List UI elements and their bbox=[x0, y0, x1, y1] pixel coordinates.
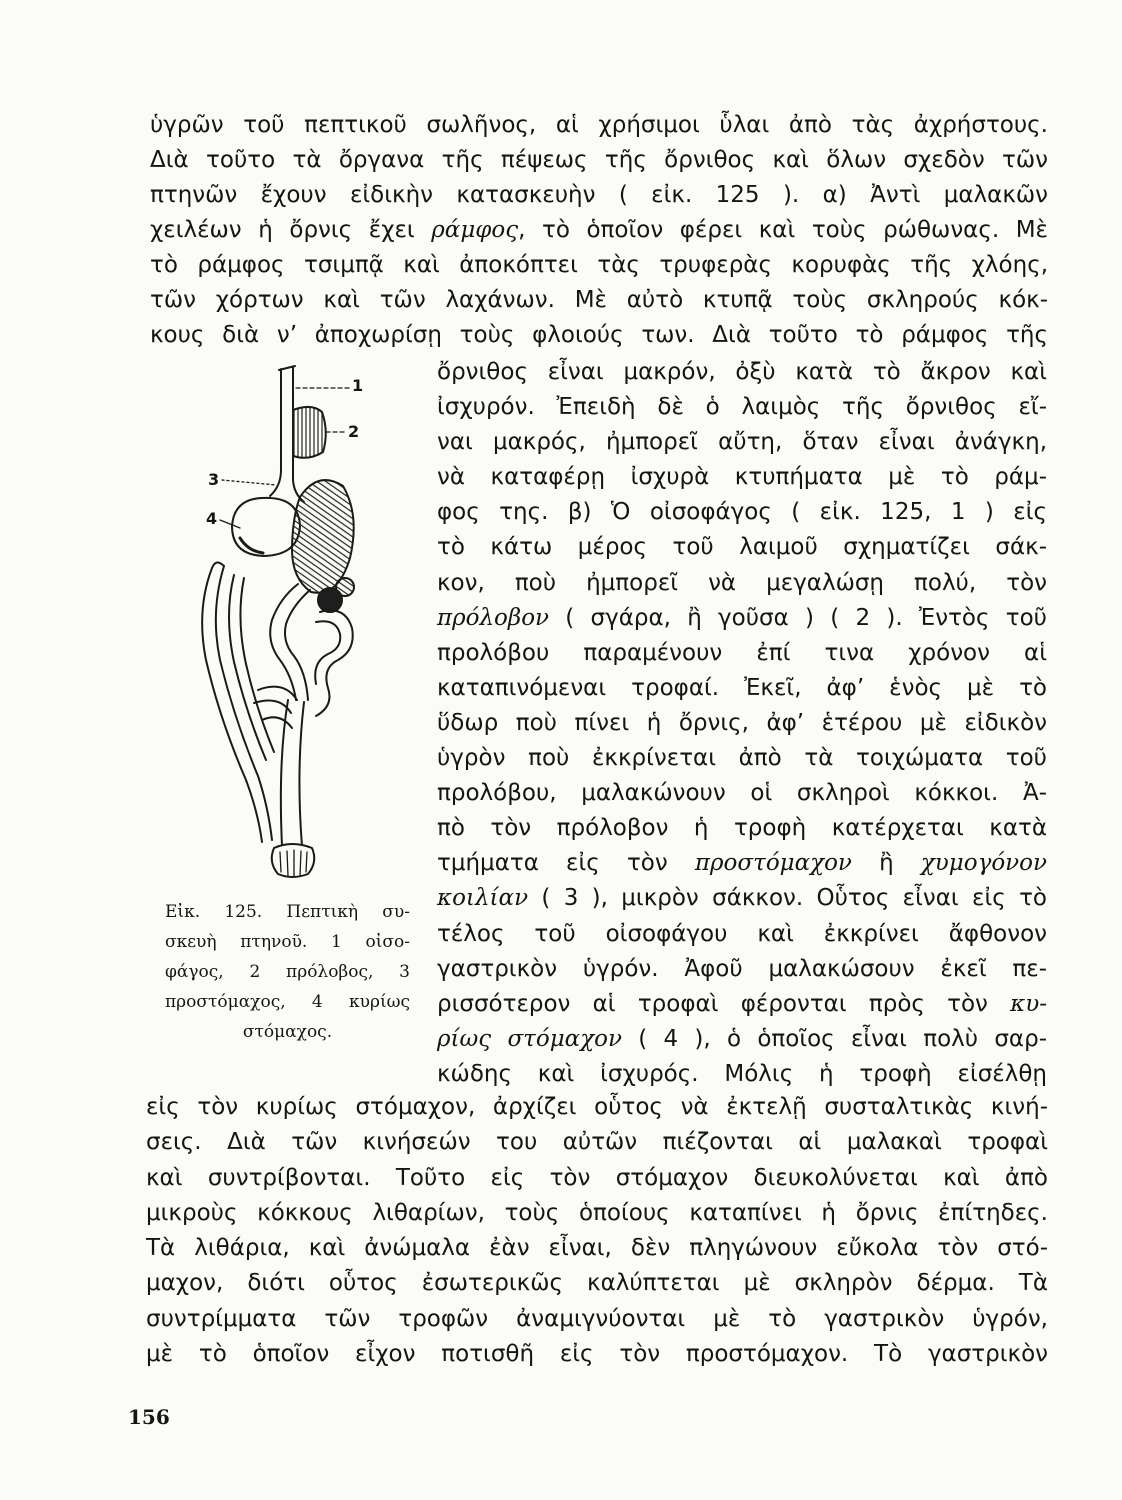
text-line bbox=[437, 355, 1047, 390]
text-line bbox=[146, 1161, 1048, 1196]
text-line bbox=[437, 917, 1047, 952]
text-line bbox=[437, 390, 1047, 425]
label-1: 1 bbox=[352, 376, 364, 395]
text-line bbox=[437, 706, 1047, 741]
text-line bbox=[437, 846, 1047, 881]
line-content: ὑγρῶν τοῦ πεπτικοῦ σωλῆνος, αἱ χρήσιμοι ὗλαι ἀπὸ τὰς ἀχρήστους. bbox=[150, 112, 1048, 138]
line-content: Διὰ τοῦτο τὰ ὄργανα τῆς πέψεως τῆς ὄρνιθος καὶ ὅλων σχεδὸν τῶν bbox=[150, 147, 1048, 173]
text-line bbox=[437, 1022, 1047, 1057]
text-line bbox=[146, 1090, 1048, 1125]
text-segment: , τὸ ὁποῖον φέρει καὶ τοὺς ρώθωνας. Μὲ bbox=[518, 217, 1048, 243]
line-content: φος της. β) Ὁ οἰσοφάγος ( εἰκ. 125, 1 ) εἰς bbox=[437, 499, 1047, 526]
text-line bbox=[437, 530, 1047, 565]
line-content: ἰσχυρόν. Ἐπειδὴ δὲ ὁ λαιμὸς τῆς ὄρνιθος εἴ- bbox=[437, 394, 1047, 421]
text-line bbox=[437, 601, 1047, 636]
line-content bbox=[437, 1022, 1047, 1057]
text-line bbox=[150, 318, 1048, 353]
line-content bbox=[437, 881, 1047, 916]
intestine bbox=[270, 584, 310, 700]
text-line bbox=[146, 1125, 1048, 1160]
line-content: κους διὰ ν’ ἀποχωρίσῃ τοὺς φλοιούς των. Διὰ τοῦτο τὸ ράμφος τῆς bbox=[150, 322, 1048, 348]
line-content: μὲ τὸ ὁποῖον εἶχον ποτισθῆ εἰς τὸν προστόμαχον. Τὸ γαστρικὸν bbox=[146, 1341, 1048, 1368]
body-text-side bbox=[437, 355, 1047, 1092]
line-content: προλόβου, μαλακώνουν οἱ σκληροὶ κόκκοι. Ἀ- bbox=[437, 780, 1047, 807]
text-line bbox=[150, 283, 1048, 318]
ceca bbox=[202, 562, 272, 842]
cloaca bbox=[272, 844, 315, 877]
leader-line-3 bbox=[222, 480, 276, 485]
line-content: ὄρνιθος εἶναι μακρόν, ὀξὺ κατὰ τὸ ἄκρον καὶ bbox=[437, 359, 1047, 385]
ceca-inner bbox=[229, 575, 274, 760]
text-segment: χειλέων ἡ ὄρνις ἔχει bbox=[150, 217, 432, 243]
caption-text: φάγος, 2 πρόλοβος, 3 bbox=[165, 962, 410, 982]
caption-text: προστόμαχος, 4 κυρίως bbox=[165, 992, 410, 1012]
italic-term: πρόλοβον bbox=[437, 604, 550, 631]
text-line bbox=[150, 143, 1048, 178]
text-segment: ρισσότερον αἱ τροφαὶ φέρονται πρὸς τὸν bbox=[437, 990, 1011, 1017]
line-content bbox=[150, 213, 1048, 248]
body-text-top bbox=[150, 108, 1048, 353]
caption-line bbox=[165, 897, 410, 927]
italic-term: κυ- bbox=[1010, 990, 1047, 1017]
line-content: Τὰ λιθάρια, καὶ ἀνώμαλα ἐὰν εἶναι, δὲν πληγώνουν εὔκολα τὸν στό- bbox=[146, 1235, 1048, 1262]
text-segment: τμήματα εἰς τὸν bbox=[437, 850, 695, 877]
line-content: γαστρικὸν ὑγρόν. Ἀφοῦ μαλακώσουν ἐκεῖ πε- bbox=[437, 955, 1047, 982]
intestine-crossing bbox=[254, 687, 297, 728]
text-line bbox=[437, 636, 1047, 671]
text-segment: ( 3 ), μικρὸν σάκκον. Οὗτος εἶναι εἰς τὸ bbox=[528, 885, 1047, 912]
caption-line bbox=[165, 927, 410, 957]
line-content: καὶ συντρίβονται. Τοῦτο εἰς τὸν στόμαχον διευκολύνεται καὶ ἀπὸ bbox=[146, 1164, 1048, 1191]
line-content: ὕδωρ ποὺ πίνει ἡ ὄρνις, ἀφ’ ἑτέρου μὲ εἰδικὸν bbox=[437, 709, 1047, 736]
text-line bbox=[146, 1266, 1048, 1301]
caption-line bbox=[165, 1017, 410, 1047]
gland-bulb bbox=[336, 578, 354, 596]
text-line bbox=[437, 566, 1047, 601]
text-line bbox=[437, 987, 1047, 1022]
line-content: μαχον, διότι οὗτος ἐσωτερικῶς καλύπτεται μὲ σκληρὸν δέρμα. Τὰ bbox=[146, 1270, 1048, 1297]
digestive-system-illustration bbox=[180, 355, 420, 895]
text-line bbox=[146, 1196, 1048, 1231]
text-line bbox=[150, 248, 1048, 283]
line-content: τὸ ράμφος τσιμπᾷ καὶ ἀποκόπτει τὰς τρυφερὰς κορυφὰς τῆς χλόης, bbox=[150, 252, 1048, 278]
line-content bbox=[437, 987, 1047, 1022]
text-segment: ἢ bbox=[851, 850, 921, 877]
line-content: τῶν χόρτων καὶ τῶν λαχάνων. Μὲ αὐτὸ κτυπᾷ τοὺς σκληρούς κόκ- bbox=[150, 287, 1048, 313]
line-content: ναι μακρός, ἠμπορεῖ αὔτη, ὅταν εἶναι ἀνάγκη, bbox=[437, 429, 1047, 456]
page-number: 156 bbox=[128, 1405, 170, 1429]
text-line bbox=[437, 1057, 1047, 1092]
body-text-bottom bbox=[146, 1090, 1048, 1372]
label-2: 2 bbox=[348, 422, 360, 441]
figure-caption bbox=[165, 897, 410, 1047]
liver-lobe bbox=[292, 480, 354, 593]
caption-text: Εἰκ. 125. Πεπτικὴ συ- bbox=[165, 902, 410, 922]
text-segment: ( 4 ), ὁ ὁποῖος εἶναι πολὺ σαρ- bbox=[621, 1025, 1047, 1052]
line-content: σεις. Διὰ τῶν κινήσεών του αὐτῶν πιέζονται αἱ μαλακαὶ τροφαὶ bbox=[146, 1129, 1048, 1156]
line-content: εἰς τὸν κυρίως στόμαχον, ἀρχίζει οὗτος νὰ ἐκτελῇ συσταλτικὰς κινή- bbox=[146, 1094, 1048, 1120]
caption-line bbox=[165, 987, 410, 1017]
text-line bbox=[150, 108, 1048, 143]
text-line bbox=[437, 671, 1047, 706]
text-line bbox=[437, 460, 1047, 495]
intestine-loops bbox=[315, 610, 353, 716]
line-content bbox=[437, 601, 1047, 636]
text-line bbox=[150, 178, 1048, 213]
text-line bbox=[437, 425, 1047, 460]
line-content: νὰ καταφέρῃ ἰσχυρὰ κτυπήματα μὲ τὸ ράμ- bbox=[437, 464, 1047, 491]
italic-term: κοιλίαν bbox=[437, 885, 529, 912]
text-line bbox=[437, 776, 1047, 811]
caption-text: στόμαχος. bbox=[242, 1022, 333, 1042]
italic-term: χυμογόνον bbox=[920, 850, 1047, 877]
line-content: κον, ποὺ ἠμπορεῖ νὰ μεγαλώσῃ πολύ, τὸν bbox=[437, 569, 1047, 596]
text-line bbox=[437, 952, 1047, 987]
text-line bbox=[437, 811, 1047, 846]
label-4: 4 bbox=[206, 509, 218, 528]
italic-term: ρίως στόμαχον bbox=[437, 1025, 622, 1052]
line-content: συντρίμματα τῶν τροφῶν ἀναμιγνύονται μὲ τὸ γαστρικὸν ὑγρόν, bbox=[146, 1305, 1048, 1332]
crop bbox=[293, 407, 326, 458]
rectum bbox=[281, 700, 304, 846]
text-line bbox=[437, 495, 1047, 530]
line-content: πτηνῶν ἔχουν εἰδικὴν κατασκευὴν ( εἰκ. 125 ). α) Ἀντὶ μαλακῶν bbox=[150, 182, 1048, 208]
line-content: πὸ τὸν πρόλοβον ἡ τροφὴ κατέρχεται κατὰ bbox=[437, 815, 1047, 842]
text-line bbox=[437, 881, 1047, 916]
line-content: τὸ κάτω μέρος τοῦ λαιμοῦ σχηματίζει σάκ- bbox=[437, 534, 1047, 561]
italic-term: ράμφος bbox=[431, 217, 519, 243]
line-content bbox=[437, 846, 1047, 881]
line-content: προλόβου παραμένουν ἐπί τινα χρόνον αἱ bbox=[437, 639, 1047, 666]
text-line bbox=[150, 213, 1048, 248]
text-line bbox=[437, 741, 1047, 776]
line-content: τέλος τοῦ οἰσοφάγου καὶ ἐκκρίνει ἄφθονον bbox=[437, 920, 1047, 947]
caption-line bbox=[165, 957, 410, 987]
line-content: καταπινόμεναι τροφαί. Ἐκεῖ, ἀφ’ ἑνὸς μὲ τὸ bbox=[437, 674, 1047, 701]
italic-term: προστόμαχον bbox=[694, 850, 852, 877]
text-segment: ( σγάρα, ἢ γοῦσα ) ( 2 ). Ἐντὸς τοῦ bbox=[549, 604, 1047, 631]
line-content: μικροὺς κόκκους λιθαρίων, τοὺς ὁποίους καταπίνει ἡ ὄρνις ἐπίτηδες. bbox=[146, 1199, 1048, 1226]
line-content: κώδης καὶ ἰσχυρός. Μόλις ἡ τροφὴ εἰσέλθῃ bbox=[437, 1060, 1047, 1087]
text-line bbox=[146, 1302, 1048, 1337]
gizzard bbox=[232, 498, 300, 556]
line-content: ὑγρὸν ποὺ ἐκκρίνεται ἀπὸ τὰ τοιχώματα τοῦ bbox=[437, 745, 1047, 772]
label-3: 3 bbox=[208, 470, 220, 489]
text-line bbox=[146, 1231, 1048, 1266]
text-line bbox=[146, 1337, 1048, 1372]
proventriculus bbox=[270, 456, 304, 502]
caption-text: σκευὴ πτηνοῦ. 1 οἰσο- bbox=[165, 932, 410, 952]
